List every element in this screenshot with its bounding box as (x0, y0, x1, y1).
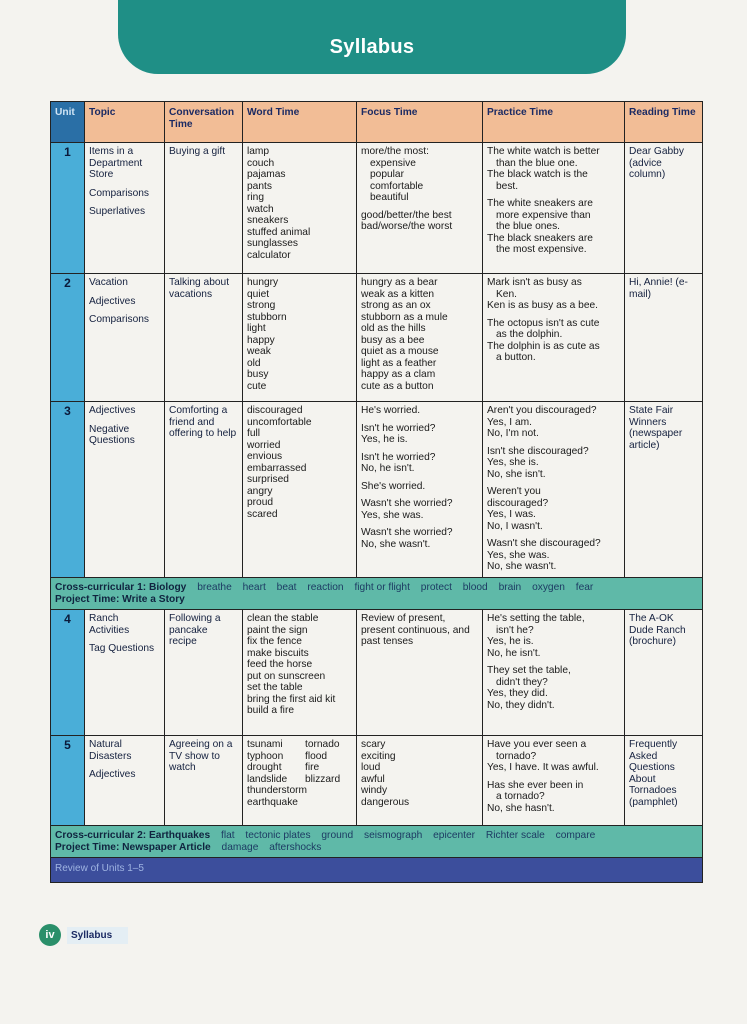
word-item: drought (247, 762, 282, 774)
practice-item: Yes, I was. (487, 509, 536, 521)
syllabus-table (50, 101, 703, 883)
conversation-cell: Comforting a friend and offering to help (165, 402, 243, 578)
conversation-cell: Talking about vacations (165, 274, 243, 402)
word-item: ring (247, 192, 264, 204)
vocab-word: fear (575, 582, 594, 593)
focus-cell (357, 143, 483, 274)
practice-item: discouraged? (487, 497, 549, 509)
cross-curricular-row (51, 826, 703, 858)
conversation-cell: Agreeing on a TV show to watch (165, 736, 243, 826)
word-item: hungry (247, 277, 279, 288)
practice-item: Yes, she is. (487, 457, 539, 469)
word-item: weak (247, 346, 271, 358)
word-item: light (247, 323, 266, 335)
vocab-word: heart (242, 582, 266, 593)
word-item: tornado (305, 739, 340, 751)
topic-item: Items in a Department Store (89, 146, 143, 181)
vocab-word: compare (555, 830, 596, 842)
conversation-cell: Buying a gift (165, 143, 243, 274)
vocab-word: fight or flight (354, 582, 410, 593)
practice-item: No, she isn't. (487, 468, 546, 480)
focus-item: stubborn as a mule (361, 311, 448, 323)
word-item: paint the sign (247, 624, 308, 636)
focus-item: good/better/the best (361, 209, 452, 221)
topic-cell (85, 610, 165, 736)
vocab-word: protect (420, 582, 452, 593)
practice-item: No, she hasn't. (487, 802, 555, 814)
project-time: Project Time: Newspaper Article (55, 841, 211, 853)
practice-item: Has she ever been in (487, 779, 584, 791)
word-item: stubborn (247, 311, 287, 323)
reading-cell: State Fair Winners (newspaper article) (625, 402, 703, 578)
word-item: busy (247, 369, 269, 381)
unit-row (51, 736, 703, 826)
title-banner (118, 0, 626, 74)
practice-item: No, she wasn't. (487, 561, 557, 573)
word-item: watch (247, 203, 274, 215)
focus-item: more/the most: (361, 146, 429, 157)
practice-item: best. (496, 180, 519, 192)
word-item: envious (247, 451, 283, 463)
focus-item: Yes, she was. (361, 509, 424, 521)
topic-cell (85, 274, 165, 402)
focus-item: windy (361, 785, 388, 797)
topic-item: Natural Disasters (89, 739, 132, 762)
topic-item: Adjectives (89, 769, 136, 781)
focus-item: awful (361, 773, 385, 785)
header-row (51, 102, 703, 143)
practice-item: Yes, he is. (487, 636, 534, 648)
focus-item: hungry as a bear (361, 277, 438, 288)
word-cell (243, 274, 357, 402)
focus-item: dangerous (361, 796, 410, 808)
word-cell (243, 143, 357, 274)
focus-item: light as a feather (361, 357, 437, 369)
practice-item: The white sneakers are (487, 198, 593, 210)
project-time: Project Time: Write a Story (55, 593, 185, 605)
word-item: embarrassed (247, 462, 307, 474)
practice-item: The white watch is better (487, 146, 600, 157)
footer-label: Syllabus (67, 927, 128, 944)
reading-cell: Dear Gabby (advice column) (625, 143, 703, 274)
word-item: strong (247, 300, 276, 312)
focus-item: No, she wasn't. (361, 538, 431, 550)
practice-item: They set the table, (487, 665, 571, 677)
cross-curricular-cell (51, 578, 703, 610)
vocab-word: flat (220, 830, 235, 842)
practice-item: the blue ones. (496, 221, 561, 233)
word-item: sunglasses (247, 238, 298, 250)
practice-item: The dolphin is as cute as (487, 340, 600, 352)
focus-item: Yes, he is. (361, 434, 408, 446)
word-item: worried (247, 439, 281, 451)
word-grid (247, 739, 352, 808)
conversation-cell: Following a pancake recipe (165, 610, 243, 736)
word-item: bring the first aid kit (247, 693, 336, 705)
practice-item: Yes, I am. (487, 416, 532, 428)
unit-number: 1 (51, 143, 85, 274)
practice-item: more expensive than (496, 209, 591, 221)
word-item: blizzard (305, 773, 341, 785)
vocab-word: brain (498, 582, 522, 593)
focus-cell (357, 736, 483, 826)
focus-item: old as the hills (361, 323, 426, 335)
word-item: fire (305, 762, 320, 774)
practice-item: Isn't she discouraged? (487, 445, 589, 457)
word-item: build a fire (247, 705, 295, 717)
header-practice: Practice Time (483, 102, 625, 143)
practice-item: No, they didn't. (487, 699, 555, 711)
topic-item: Tag Questions (89, 643, 155, 655)
reading-cell: Frequently Asked Questions About Tornadoes (pamphlet) (625, 736, 703, 826)
practice-item: No, I wasn't. (487, 520, 543, 532)
practice-item: didn't they? (496, 676, 548, 688)
topic-cell (85, 402, 165, 578)
word-item: proud (247, 497, 274, 509)
focus-item: She's worried. (361, 480, 426, 492)
word-item: scared (247, 508, 278, 520)
practice-item: isn't he? (496, 624, 534, 636)
word-item: angry (247, 485, 273, 497)
topic-item: Vacation (89, 277, 128, 288)
page-title: Syllabus (329, 36, 415, 58)
topic-item: Adjectives (89, 405, 136, 416)
focus-item: scary (361, 739, 386, 751)
word-item: landslide (247, 773, 288, 785)
focus-item: happy as a clam (361, 369, 436, 381)
practice-cell (483, 402, 625, 578)
cross-curricular-line (55, 830, 698, 842)
word-item: put on sunscreen (247, 670, 326, 682)
topic-item: Comparisons (89, 314, 150, 326)
vocab-word: damage (221, 841, 259, 853)
vocab-word: breathe (197, 582, 232, 593)
practice-item: Yes, they did. (487, 688, 548, 700)
unit-row (51, 402, 703, 578)
unit-number: 2 (51, 274, 85, 402)
practice-item: Yes, she was. (487, 549, 550, 561)
vocab-word: reaction (307, 582, 344, 593)
word-item: quiet (247, 288, 270, 300)
focus-item: weak as a kitten (361, 288, 435, 300)
word-item: earthquake (247, 796, 298, 808)
focus-item: quiet as a mouse (361, 346, 439, 358)
word-item: tsunami (247, 739, 283, 751)
focus-item: No, he isn't. (361, 463, 415, 475)
word-item: typhoon (247, 750, 284, 762)
focus-cell (357, 402, 483, 578)
topic-item: Adjectives (89, 295, 136, 307)
focus-item: Isn't he worried? (361, 422, 436, 434)
focus-item: expensive (370, 157, 416, 169)
topic-item: Superlatives (89, 206, 146, 218)
practice-item: Yes, I have. It was awful. (487, 762, 599, 774)
focus-item: beautiful (370, 192, 409, 204)
focus-item: He's worried. (361, 405, 421, 416)
word-item: pants (247, 180, 272, 192)
vocab-word: beat (276, 582, 297, 593)
topic-item: Ranch Activities (89, 613, 130, 636)
word-item: fix the fence (247, 636, 302, 648)
word-item: thunderstorm (247, 785, 308, 797)
word-item: surprised (247, 474, 289, 486)
reading-cell: The A-OK Dude Ranch (brochure) (625, 610, 703, 736)
cross-curricular-row (51, 578, 703, 610)
cross-curricular-label: Cross-curricular 1: Biology (55, 582, 187, 593)
word-item: stuffed animal (247, 226, 311, 238)
vocab-word: ground (321, 830, 354, 842)
practice-item: as the dolphin. (496, 329, 563, 341)
word-item: pajamas (247, 169, 286, 181)
vocab-word: blood (462, 582, 488, 593)
focus-item: exciting (361, 750, 396, 762)
review-label: Review of Units 1–5 (51, 858, 703, 883)
cross-curricular-line (55, 582, 698, 594)
vocab-word: seismograph (363, 830, 423, 842)
focus-item: bad/worse/the worst (361, 221, 453, 233)
word-item (305, 785, 351, 797)
focus-cell: Review of present, present continuous, and past tenses (357, 610, 483, 736)
unit-row (51, 610, 703, 736)
cross-curricular-label: Cross-curricular 2: Earthquakes (55, 830, 211, 842)
page-footer (39, 924, 128, 946)
word-item: flood (305, 750, 328, 762)
word-item: full (247, 428, 261, 440)
word-item: set the table (247, 682, 303, 694)
focus-item: Wasn't she worried? (361, 527, 453, 539)
practice-item: The black watch is the (487, 169, 588, 181)
practice-item: Ken is as busy as a bee. (487, 300, 598, 312)
focus-item: popular (370, 169, 404, 181)
practice-item: Have you ever seen a (487, 739, 587, 751)
project-line (55, 842, 698, 854)
practice-item: than the blue one. (496, 157, 578, 169)
word-cell (243, 736, 357, 826)
unit-number: 4 (51, 610, 85, 736)
focus-item: comfortable (370, 180, 424, 192)
vocab-word: oxygen (532, 582, 565, 593)
unit-number: 5 (51, 736, 85, 826)
word-item: discouraged (247, 405, 303, 416)
word-item: old (247, 357, 261, 369)
unit-row (51, 143, 703, 274)
word-item: lamp (247, 146, 270, 157)
practice-item: Mark isn't as busy as (487, 277, 582, 288)
syllabus-table-wrap (50, 101, 702, 883)
word-item: happy (247, 334, 275, 346)
word-item (305, 797, 351, 809)
practice-item: the most expensive. (496, 244, 587, 256)
practice-cell (483, 274, 625, 402)
word-item: couch (247, 157, 275, 169)
header-word: Word Time (243, 102, 357, 143)
focus-item: loud (361, 762, 381, 774)
word-item: make biscuits (247, 647, 309, 659)
focus-item: Isn't he worried? (361, 451, 436, 463)
practice-item: tornado? (496, 750, 537, 762)
practice-item: Aren't you discouraged? (487, 405, 597, 416)
focus-item: cute as a button (361, 380, 434, 392)
word-item: clean the stable (247, 613, 319, 625)
focus-cell (357, 274, 483, 402)
word-item: cute (247, 380, 267, 392)
word-item: feed the horse (247, 659, 313, 671)
practice-cell (483, 143, 625, 274)
header-topic: Topic (85, 102, 165, 143)
topic-item: Negative Questions (89, 423, 135, 447)
header-unit: Unit (51, 102, 85, 143)
header-focus: Focus Time (357, 102, 483, 143)
focus-item: busy as a bee (361, 334, 425, 346)
practice-item: The octopus isn't as cute (487, 317, 600, 329)
practice-item: He's setting the table, (487, 613, 585, 625)
focus-item: Wasn't she worried? (361, 498, 453, 510)
practice-item: No, I'm not. (487, 428, 539, 440)
header-conversation: Conversation Time (165, 102, 243, 143)
cross-curricular-cell (51, 826, 703, 858)
word-item: calculator (247, 249, 291, 261)
word-cell (243, 610, 357, 736)
vocab-word: epicenter (433, 830, 476, 842)
word-item: sneakers (247, 215, 289, 227)
practice-item: No, he isn't. (487, 647, 541, 659)
vocab-word: tectonic plates (245, 830, 311, 842)
practice-item: The black sneakers are (487, 232, 593, 244)
word-item: uncomfortable (247, 416, 312, 428)
vocab-word: Richter scale (485, 830, 545, 842)
header-reading: Reading Time (625, 102, 703, 143)
practice-item: Wasn't she discouraged? (487, 538, 601, 550)
practice-item: a button. (496, 352, 536, 364)
vocab-word: aftershocks (269, 841, 322, 853)
focus-item: strong as an ox (361, 300, 431, 312)
review-row (51, 858, 703, 883)
topic-item: Comparisons (89, 187, 150, 199)
page-number-badge: iv (39, 924, 61, 946)
practice-item: Weren't you (487, 486, 541, 498)
topic-cell (85, 736, 165, 826)
practice-item: Ken. (496, 288, 517, 300)
reading-cell: Hi, Annie! (e-mail) (625, 274, 703, 402)
unit-number: 3 (51, 402, 85, 578)
practice-cell (483, 736, 625, 826)
topic-cell (85, 143, 165, 274)
unit-row (51, 274, 703, 402)
word-cell (243, 402, 357, 578)
practice-cell (483, 610, 625, 736)
practice-item: a tornado? (496, 791, 545, 803)
